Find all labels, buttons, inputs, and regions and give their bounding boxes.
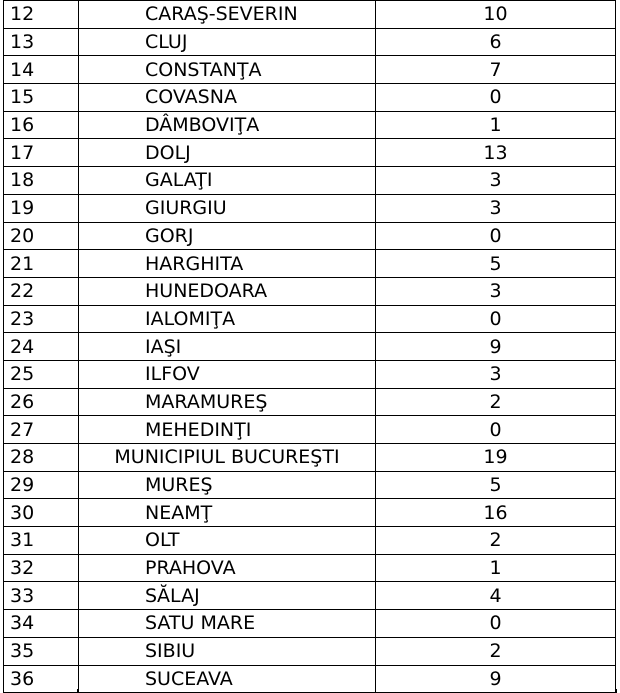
count-value-cell: 7	[376, 56, 616, 84]
county-name: NEAMŢ	[145, 501, 213, 524]
table-row	[4, 250, 616, 278]
count-value-cell: 2	[376, 637, 616, 665]
county-name: MUNICIPIUL BUCUREŞTI	[114, 446, 340, 469]
count-value-cell: 5	[376, 471, 616, 499]
count-value-cell: 2	[376, 527, 616, 555]
county-name-cell	[79, 28, 376, 56]
row-index-cell: 36	[4, 665, 79, 693]
county-name: COVASNA	[145, 86, 237, 109]
county-name-cell	[79, 388, 376, 416]
county-name: SĂLAJ	[145, 584, 200, 607]
column-divider	[77, 689, 78, 693]
county-name-cell	[79, 277, 376, 305]
county-name: GALAŢI	[145, 169, 213, 192]
row-index-cell: 13	[4, 28, 79, 56]
county-name: DOLJ	[145, 141, 191, 164]
table-row	[4, 333, 616, 361]
table-row	[4, 554, 616, 582]
count-value-cell: 9	[376, 665, 616, 693]
row-index-cell: 18	[4, 167, 79, 195]
county-table	[3, 0, 616, 693]
row-index-cell: 20	[4, 222, 79, 250]
table-row	[4, 222, 616, 250]
county-name: HUNEDOARA	[145, 280, 268, 303]
county-name: CLUJ	[145, 31, 188, 54]
count-value-cell: 10	[376, 1, 616, 29]
county-name-cell	[79, 250, 376, 278]
count-value-cell: 9	[376, 333, 616, 361]
row-index-cell: 21	[4, 250, 79, 278]
county-name-cell	[79, 416, 376, 444]
table-row	[4, 582, 616, 610]
row-index-cell: 29	[4, 471, 79, 499]
county-table-body	[4, 1, 616, 693]
row-index-cell: 12	[4, 1, 79, 29]
table-row	[4, 194, 616, 222]
count-value-cell: 3	[376, 167, 616, 195]
count-value-cell: 0	[376, 222, 616, 250]
table-row	[4, 610, 616, 638]
county-name-cell	[79, 111, 376, 139]
county-name-cell	[79, 471, 376, 499]
row-index-cell: 34	[4, 610, 79, 638]
county-name: GORJ	[145, 224, 194, 247]
row-index-cell: 32	[4, 554, 79, 582]
table-row	[4, 360, 616, 388]
table-row	[4, 471, 616, 499]
row-index-cell: 35	[4, 637, 79, 665]
table-row	[4, 56, 616, 84]
count-value-cell: 2	[376, 388, 616, 416]
count-value-cell: 0	[376, 610, 616, 638]
row-index-cell: 26	[4, 388, 79, 416]
county-name: CONSTANŢA	[145, 58, 262, 81]
county-name-cell	[79, 305, 376, 333]
table-row	[4, 499, 616, 527]
row-index-cell: 15	[4, 84, 79, 112]
count-value-cell: 0	[376, 416, 616, 444]
county-name-cell	[79, 637, 376, 665]
column-divider	[375, 689, 376, 693]
county-name: CARAŞ-SEVERIN	[145, 3, 298, 26]
count-value-cell: 19	[376, 444, 616, 472]
county-name: SATU MARE	[145, 612, 256, 635]
county-name: SIBIU	[145, 640, 196, 663]
county-name-cell	[79, 360, 376, 388]
table-row	[4, 637, 616, 665]
table-row	[4, 28, 616, 56]
row-index-cell: 30	[4, 499, 79, 527]
county-name: MEHEDINŢI	[145, 418, 252, 441]
row-index-cell: 28	[4, 444, 79, 472]
county-name: MUREŞ	[145, 474, 213, 497]
table-row	[4, 111, 616, 139]
county-name-cell	[79, 222, 376, 250]
county-name-cell	[79, 527, 376, 555]
count-value-cell: 4	[376, 582, 616, 610]
count-value-cell: 1	[376, 111, 616, 139]
count-value-cell: 16	[376, 499, 616, 527]
table-row	[4, 139, 616, 167]
count-value-cell: 1	[376, 554, 616, 582]
county-name-cell	[79, 84, 376, 112]
table-row	[4, 527, 616, 555]
county-name-cell	[79, 1, 376, 29]
count-value-cell: 0	[376, 305, 616, 333]
county-name: OLT	[145, 529, 180, 552]
row-index-cell: 31	[4, 527, 79, 555]
count-value-cell: 3	[376, 360, 616, 388]
table-row	[4, 277, 616, 305]
row-index-cell: 19	[4, 194, 79, 222]
county-name: IAŞI	[145, 335, 182, 358]
county-name: IALOMIŢA	[145, 307, 236, 330]
county-name: DÂMBOVIŢA	[145, 114, 260, 137]
table-row	[4, 167, 616, 195]
table-row	[4, 305, 616, 333]
table-continuation	[3, 689, 617, 693]
row-index-cell: 14	[4, 56, 79, 84]
row-index-cell: 27	[4, 416, 79, 444]
county-name-cell	[79, 554, 376, 582]
table-row	[4, 388, 616, 416]
table-row	[4, 84, 616, 112]
county-name-cell	[79, 444, 376, 472]
table-row	[4, 1, 616, 29]
county-name: MARAMUREŞ	[145, 390, 268, 413]
count-value-cell: 3	[376, 277, 616, 305]
county-name-cell	[79, 333, 376, 361]
row-index-cell: 24	[4, 333, 79, 361]
row-index-cell: 33	[4, 582, 79, 610]
table-row	[4, 444, 616, 472]
row-index-cell: 17	[4, 139, 79, 167]
count-value-cell: 6	[376, 28, 616, 56]
county-name: SUCEAVA	[145, 667, 233, 690]
table-row	[4, 416, 616, 444]
county-name: HARGHITA	[145, 252, 244, 275]
county-name-cell	[79, 56, 376, 84]
county-name-cell	[79, 610, 376, 638]
county-name: PRAHOVA	[145, 557, 236, 580]
row-index-cell: 22	[4, 277, 79, 305]
county-name: GIURGIU	[145, 197, 227, 220]
count-value-cell: 5	[376, 250, 616, 278]
county-name-cell	[79, 582, 376, 610]
row-index-cell: 23	[4, 305, 79, 333]
county-name-cell	[79, 499, 376, 527]
county-name-cell	[79, 167, 376, 195]
county-name: ILFOV	[145, 363, 200, 386]
count-value-cell: 3	[376, 194, 616, 222]
count-value-cell: 0	[376, 84, 616, 112]
row-index-cell: 25	[4, 360, 79, 388]
county-name-cell	[79, 194, 376, 222]
row-index-cell: 16	[4, 111, 79, 139]
county-name-cell	[79, 139, 376, 167]
count-value-cell: 13	[376, 139, 616, 167]
